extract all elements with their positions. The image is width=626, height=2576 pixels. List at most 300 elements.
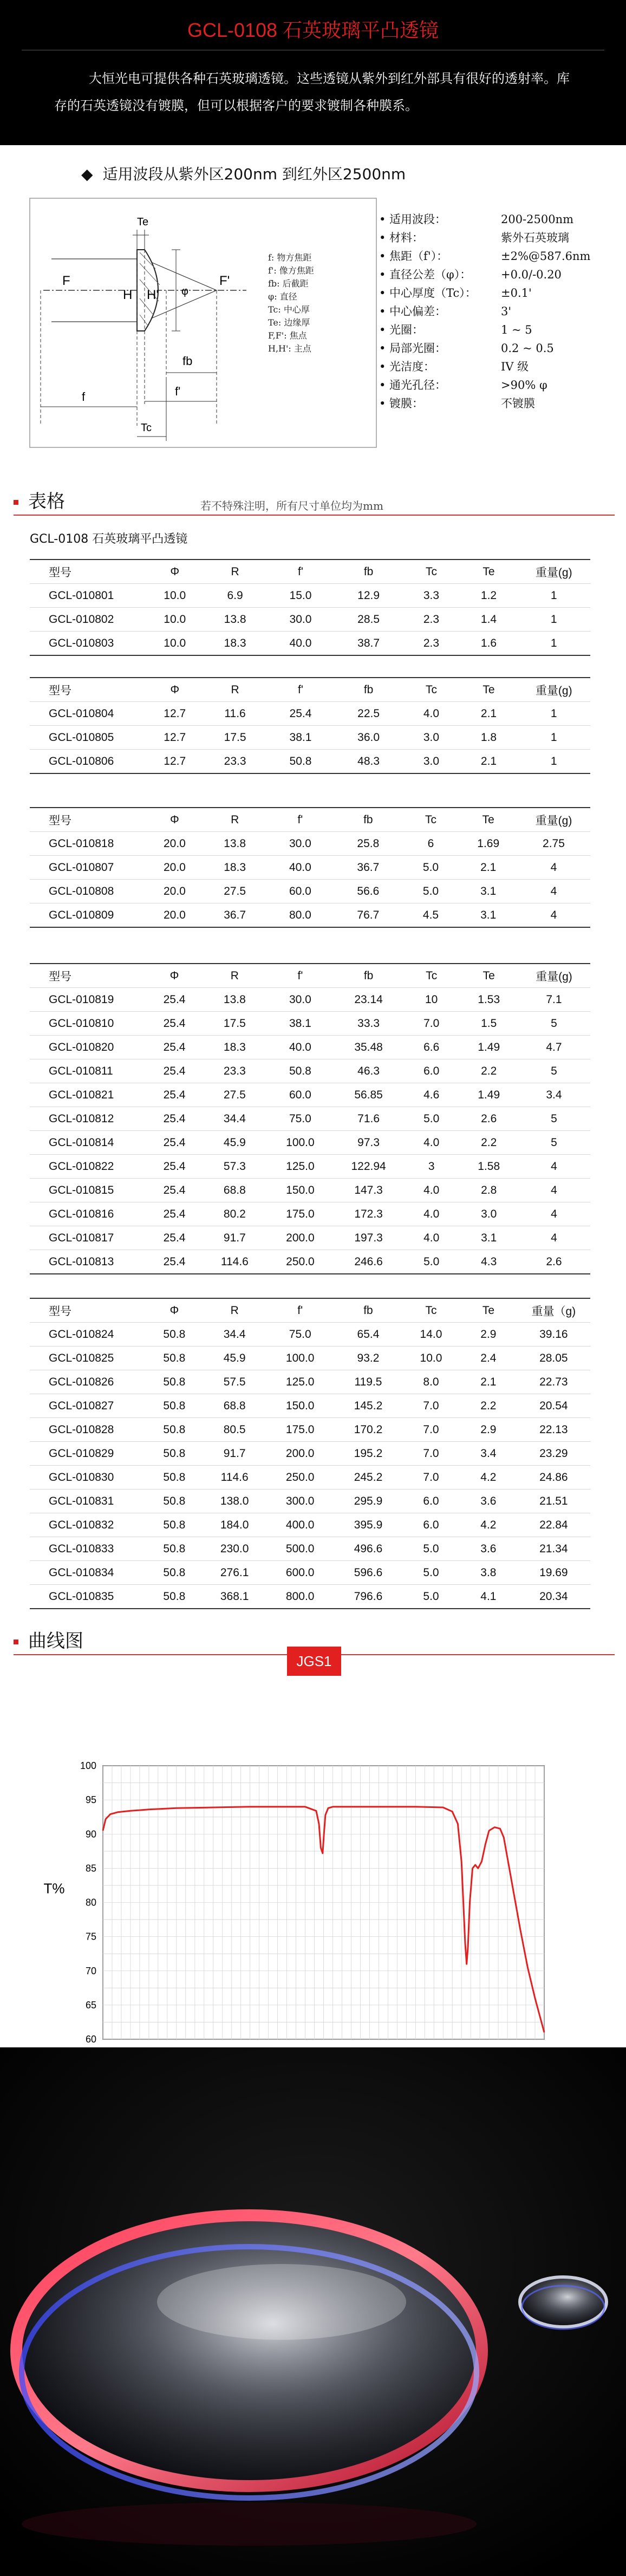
table-cell: 6 [402,832,460,856]
column-header: fb [334,964,402,988]
table-cell: 1 [518,632,590,656]
table-cell: 4.0 [403,1226,460,1250]
square-bullet-icon [14,500,18,505]
table-header-row [30,1298,590,1323]
property-value: 1 ~ 5 [501,323,532,336]
table-cell: 25.4 [146,1155,203,1179]
table-cell: 50.8 [146,1489,203,1513]
table-cell: 6.6 [403,1036,460,1059]
property-row [379,265,617,284]
table-cell: 20.0 [146,880,203,903]
table-row [30,1083,590,1107]
table-cell: 114.6 [203,1466,266,1489]
column-header: Te [460,1298,517,1323]
table-cell: GCL-010826 [30,1370,146,1394]
diagram-legend-item: f': 像方焦距 [268,265,314,276]
table-row [30,1537,590,1561]
table-cell: 1 [518,584,590,608]
table-cell: 250.0 [266,1250,335,1274]
table-cell: 93.2 [334,1346,402,1370]
diamond-bullet-icon: ◆ [81,165,93,183]
table-cell: 40.0 [266,1036,335,1059]
y-tick-label: 65 [85,1999,96,2011]
table-cell: 4 [517,856,590,880]
table-cell: 50.8 [266,1059,335,1083]
table-cell: 200.0 [266,1226,335,1250]
spec-table-10mm [30,559,590,656]
property-row [379,357,617,376]
table-row [30,632,590,656]
table-cell: 97.3 [334,1131,402,1155]
table-cell: 4.0 [402,702,460,726]
table-cell: 2.1 [460,702,517,726]
table-cell: 1.2 [460,584,517,608]
table-cell: GCL-010815 [30,1179,146,1202]
table-row [30,608,590,632]
table-cell: 18.3 [204,856,266,880]
table-cell: 36.0 [335,726,403,750]
table-cell: 30.0 [266,988,335,1012]
table-cell: 50.8 [146,1323,203,1346]
table-cell: 125.0 [266,1155,335,1179]
table-row [30,1059,590,1083]
y-tick-label: 90 [85,1829,96,1840]
table-cell: 12.7 [146,726,204,750]
column-header: Te [460,678,517,702]
table-cell: 18.3 [203,1036,266,1059]
table-cell: 36.7 [334,856,402,880]
table-cell: GCL-010821 [30,1083,146,1107]
table-cell: 56.85 [334,1083,402,1107]
table-cell: 25.4 [146,1036,203,1059]
table-cell: 30.0 [266,832,334,856]
table-row [30,1036,590,1059]
table-cell: 122.94 [334,1155,402,1179]
table-cell: GCL-010831 [30,1489,146,1513]
table-cell: GCL-010819 [30,988,146,1012]
table-cell: 4.0 [403,1179,460,1202]
table-cell: GCL-010804 [30,702,146,726]
table-row [30,1585,590,1609]
table-cell: 48.3 [335,750,403,774]
table-row [30,702,590,726]
column-header: Φ [146,808,203,832]
table-cell: 395.9 [334,1513,402,1537]
column-header: Φ [146,1298,203,1323]
column-header: fb [334,808,402,832]
table-cell: 8.0 [402,1370,460,1394]
table-section-title [14,486,65,513]
table-cell: 10.0 [402,1346,460,1370]
property-key: • 镀膜： [379,397,424,410]
table-cell: 38.7 [335,632,403,656]
column-header: fb [334,1298,402,1323]
table-cell: 3.1 [459,903,517,928]
table-cell: 4.2 [460,1466,517,1489]
table-cell: 100.0 [266,1346,334,1370]
table-cell: 3.8 [460,1561,517,1585]
table-row [30,1513,590,1537]
table-cell: 600.0 [266,1561,334,1585]
table-cell: 5.0 [402,856,460,880]
table-cell: 1.53 [460,988,518,1012]
column-header: 重量(g) [518,964,590,988]
table-cell: 496.6 [334,1537,402,1561]
table-cell: 5 [518,1107,590,1131]
table-cell: 65.4 [334,1323,402,1346]
table-cell: 50.8 [146,1370,203,1394]
table-cell: 184.0 [203,1513,266,1537]
table-cell: 2.2 [460,1394,517,1418]
table-row [30,1561,590,1585]
table-cell: 1 [518,750,590,774]
column-header: Tc [402,678,460,702]
table-cell: GCL-010811 [30,1059,146,1083]
table-cell: GCL-010808 [30,880,146,903]
diagram-legend-item: Tc: 中心厚 [268,304,310,315]
table-cell: 27.5 [203,1083,266,1107]
table-cell: 114.6 [203,1250,266,1274]
table-cell: 230.0 [203,1537,266,1561]
table-cell: 22.13 [517,1418,590,1442]
table-cell: GCL-010834 [30,1561,146,1585]
table-cell: 10.0 [146,608,204,632]
table-cell: 4.0 [403,1202,460,1226]
table-cell: 3.4 [518,1083,590,1107]
table-cell: 35.48 [334,1036,402,1059]
table-cell: 12.7 [146,702,204,726]
table-cell: 145.2 [334,1394,402,1418]
table-cell: 45.9 [203,1131,266,1155]
table-cell: 400.0 [266,1513,334,1537]
table-cell: 295.9 [334,1489,402,1513]
table-cell: 57.5 [203,1370,266,1394]
column-header: f' [266,808,334,832]
spec-table-50-8mm [30,1298,590,1609]
table-cell: 50.8 [146,1442,203,1466]
table-cell: 4 [518,1202,590,1226]
table-cell: 50.8 [146,1418,203,1442]
column-header: f' [266,560,335,584]
table-cell: GCL-010812 [30,1107,146,1131]
property-row [379,284,617,302]
table-cell: 6.9 [204,584,266,608]
table-cell: 80.5 [203,1418,266,1442]
table-cell: 7.0 [402,1442,460,1466]
table-row [30,1346,590,1370]
table-cell: GCL-010810 [30,1012,146,1036]
column-header: R [203,964,266,988]
table-cell: 57.3 [203,1155,266,1179]
table-cell: 5.0 [402,1537,460,1561]
product-description: 大恒光电可提供各种石英玻璃透镜。这些透镜从紫外到红外部具有很好的透射率。库存的石英透镜没有镀膜，但可以根据客户的要求镀制各种膜系。 [54,71,570,113]
table-cell: 150.0 [266,1179,335,1202]
property-row [379,210,617,229]
table-cell: 10.0 [146,584,204,608]
table-row [30,1323,590,1346]
table-cell: 3.0 [460,1202,518,1226]
table-cell: 1 [518,726,590,750]
table-cell: 2.3 [402,632,460,656]
h-point-label: H [123,288,133,302]
table-cell: 91.7 [203,1442,266,1466]
table-cell: 25.4 [146,1250,203,1274]
chart-title: JGS1 [296,1653,332,1669]
table-cell: 195.2 [334,1442,402,1466]
table-cell: 1.8 [460,726,517,750]
table-cell: 50.8 [146,1466,203,1489]
table-cell: 50.8 [146,1513,203,1537]
table-cell: 1.4 [460,608,517,632]
table-cell: 3.1 [460,1226,518,1250]
table-cell: 4.3 [460,1250,518,1274]
table-row [30,1131,590,1155]
table-cell: 2.1 [460,1370,517,1394]
table-cell: 276.1 [203,1561,266,1585]
table-header-row [30,808,590,832]
y-tick-label: 70 [85,1965,96,1976]
table-cell: 75.0 [266,1323,334,1346]
table-cell: 6.0 [403,1059,460,1083]
table-cell: 3.6 [460,1537,517,1561]
table-cell: 368.1 [203,1585,266,1609]
y-tick-label: 95 [85,1794,96,1806]
table-cell: 27.5 [204,880,266,903]
table-cell: 71.6 [334,1107,402,1131]
table-cell: 7.0 [402,1394,460,1418]
table-cell: 5 [518,1012,590,1036]
table-cell: GCL-010816 [30,1202,146,1226]
table-cell: 119.5 [334,1370,402,1394]
table-cell: 25.4 [266,702,335,726]
property-key: • 通光孔径： [379,379,447,392]
spec-table-12-7mm [30,677,590,774]
table-row [30,1226,590,1250]
table-cell: GCL-010827 [30,1394,146,1418]
property-value: +0.0/-0.20 [501,268,562,281]
table-cell: 1 [518,608,590,632]
table-cell: 7.0 [402,1466,460,1489]
table-cell: 25.4 [146,1059,203,1083]
column-header: 型号 [30,1298,146,1323]
table-row [30,1370,590,1394]
table-cell: 14.0 [402,1323,460,1346]
table-cell: GCL-010818 [30,832,146,856]
table-row [30,726,590,750]
property-row [379,302,617,321]
table-cell: GCL-010832 [30,1513,146,1537]
column-header: Tc [402,1298,460,1323]
property-row [379,339,617,357]
table-row [30,1394,590,1418]
column-header: 型号 [30,964,146,988]
spec-table-25-4mm [30,963,590,1274]
column-header: Tc [403,964,460,988]
table-cell: GCL-010805 [30,726,146,750]
table-cell: GCL-010802 [30,608,146,632]
table-cell: 28.05 [517,1346,590,1370]
table-cell: 3.1 [459,880,517,903]
table-cell: 2.2 [460,1131,518,1155]
table-cell: GCL-010801 [30,584,146,608]
table-cell: 20.0 [146,832,203,856]
table-cell: 246.6 [334,1250,402,1274]
table-cell: 38.1 [266,1012,335,1036]
table-cell: GCL-010813 [30,1250,146,1274]
property-value: ±2%@587.6nm [501,250,591,263]
table-cell: 3.4 [460,1442,517,1466]
table-row [30,1466,590,1489]
table-cell: 18.3 [204,632,266,656]
column-header: Tc [402,560,460,584]
table-cell: 13.8 [204,608,266,632]
table-header-row [30,678,590,702]
table-cell: 5.0 [402,1561,460,1585]
table-cell: 76.7 [334,903,402,928]
table-cell: 1.5 [460,1012,518,1036]
property-key: • 局部光圈： [379,342,447,355]
lens-diagram [30,198,376,447]
table-cell: 4 [517,880,590,903]
table-row [30,1250,590,1274]
column-header: Te [459,808,517,832]
diagram-legend-item: fb: 后截距 [268,278,309,289]
table-cell: 3.6 [460,1489,517,1513]
table-row [30,584,590,608]
f-point-label: F [62,274,70,288]
table-cell: 4.7 [518,1036,590,1059]
table-cell: 50.8 [146,1585,203,1609]
diagram-legend-item: f: 物方焦距 [268,252,312,263]
table-cell: 4 [518,1155,590,1179]
column-header: Φ [146,678,204,702]
table-cell: 4.6 [403,1083,460,1107]
property-value: IV 级 [501,360,529,373]
table-cell: 175.0 [266,1418,334,1442]
table-row [30,988,590,1012]
table-cell: GCL-010830 [30,1466,146,1489]
column-header: R [204,678,266,702]
column-header: 重量（g) [517,1298,590,1323]
table-cell: 25.4 [146,1202,203,1226]
table-row [30,1179,590,1202]
property-row [379,247,617,265]
table-cell: 21.51 [517,1489,590,1513]
table-cell: 2.8 [460,1179,518,1202]
table-cell: 2.6 [460,1107,518,1131]
table-cell: 7.0 [402,1418,460,1442]
table-cell: 13.8 [203,988,266,1012]
table-cell: 4 [517,903,590,928]
table-row [30,1155,590,1179]
column-header: 型号 [30,808,146,832]
page-title: GCL-0108 石英玻璃平凸透镜 [187,19,439,41]
column-header: Φ [146,560,204,584]
table-cell: 2.6 [518,1250,590,1274]
column-header: R [203,1298,266,1323]
property-key: • 材料： [379,231,424,244]
column-header: R [204,808,266,832]
table-cell: 6.0 [402,1513,460,1537]
table-cell: 500.0 [266,1537,334,1561]
column-header: Tc [402,808,460,832]
table-section-title-text: 表格 [28,491,65,512]
property-value: 不镀膜 [501,397,535,410]
property-value: 紫外石英玻璃 [501,231,569,244]
table-row [30,1418,590,1442]
table-cell: GCL-010833 [30,1537,146,1561]
table-cell: 23.14 [334,988,402,1012]
table-cell: 138.0 [203,1489,266,1513]
table-cell: 75.0 [266,1107,335,1131]
table-cell: GCL-010809 [30,903,146,928]
column-header: fb [335,678,403,702]
table-row [30,832,590,856]
table-cell: 4.5 [402,903,460,928]
table-cell: 34.4 [203,1107,266,1131]
property-key: • 适用波段： [379,213,447,226]
table-cell: 36.7 [204,903,266,928]
table-cell: 1 [518,702,590,726]
table-cell: 28.5 [335,608,403,632]
property-key: • 直径公差（φ）： [379,268,472,281]
table-header-row [30,964,590,988]
table-cell: 3.3 [402,584,460,608]
table-cell: 1.49 [460,1083,518,1107]
y-tick-label: 85 [85,1863,96,1874]
column-header: f' [266,1298,334,1323]
table-cell: 25.4 [146,1226,203,1250]
diagram-legend-item: H,H': 主点 [268,343,311,354]
table-row [30,1107,590,1131]
table-cell: 20.54 [517,1394,590,1418]
column-header: Te [460,964,518,988]
y-tick-label: 60 [85,2034,96,2045]
table-cell: 2.1 [459,856,517,880]
column-header: R [204,560,266,584]
y-tick-label: 100 [80,1760,96,1771]
table-cell: 3 [403,1155,460,1179]
table-cell: 33.3 [334,1012,402,1036]
header-banner [0,0,626,145]
table-row [30,1012,590,1036]
table-cell: 22.5 [335,702,403,726]
table-section-divider [14,515,615,516]
table-cell: 5.0 [403,1250,460,1274]
column-header: 型号 [30,560,146,584]
y-tick-label: 75 [85,1931,96,1942]
table-row [30,856,590,880]
table-cell: 596.6 [334,1561,402,1585]
table-row [30,880,590,903]
column-header: f' [266,964,335,988]
table-cell: 796.6 [334,1585,402,1609]
diagram-legend-item: Te: 边缘厚 [268,317,310,328]
property-row [379,321,617,339]
table-cell: 80.0 [266,903,334,928]
table-cell: 50.8 [146,1394,203,1418]
table-cell: 12.7 [146,750,204,774]
table-cell: 23.29 [517,1442,590,1466]
table-row [30,750,590,774]
table-cell: 11.6 [204,702,266,726]
table-cell: 5 [518,1131,590,1155]
table-cell: GCL-010820 [30,1036,146,1059]
property-key: • 中心偏差： [379,305,447,318]
table-cell: 800.0 [266,1585,334,1609]
property-value: 3' [501,305,512,318]
table-cell: 197.3 [334,1226,402,1250]
